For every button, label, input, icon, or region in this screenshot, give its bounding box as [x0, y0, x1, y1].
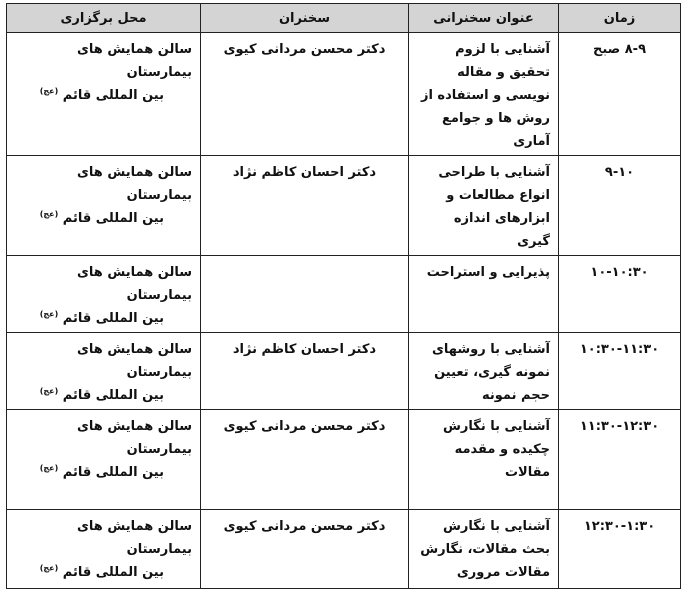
- header-speaker: سخنران: [201, 4, 409, 33]
- venue-cell: [7, 156, 201, 256]
- speaker-cell: دکتر محسن مردانی کیوی: [201, 33, 409, 156]
- venue-cell: [7, 410, 201, 510]
- topic-cell: آشنایی با روشهای نمونه گیری، تعیین حجم نمونه: [409, 333, 559, 410]
- venue-cell: [7, 333, 201, 410]
- venue-sup: (عج): [39, 309, 59, 319]
- speaker-cell: [201, 256, 409, 333]
- venue-name: بین المللی قائم: [62, 311, 164, 326]
- header-row: [7, 4, 681, 33]
- header-venue: محل برگزاری: [7, 4, 201, 33]
- topic-cell: آشنایی با نگارش بحث مقالات، نگارش مقالات مروری: [409, 510, 559, 589]
- venue-name: بین المللی قائم: [62, 465, 164, 480]
- venue-line-2: [15, 461, 192, 484]
- venue-line-1: سالن همایش های بیمارستان: [77, 42, 192, 80]
- venue-cell: [7, 33, 201, 156]
- speaker-cell: دکتر احسان کاظم نژاد: [201, 156, 409, 256]
- venue-line-1: سالن همایش های بیمارستان: [77, 342, 192, 380]
- table-row: [7, 510, 681, 589]
- table-row: [7, 33, 681, 156]
- venue-sup: (عج): [39, 563, 59, 573]
- venue-sup: (عج): [39, 86, 59, 96]
- topic-cell: پذیرایی و استراحت: [409, 256, 559, 333]
- table-row: [7, 410, 681, 510]
- venue-line-2: [15, 207, 192, 230]
- table-row: [7, 333, 681, 410]
- venue-line-2: [15, 384, 192, 407]
- time-cell: ۱۰-۱۰:۳۰: [559, 256, 681, 333]
- venue-line-1: سالن همایش های بیمارستان: [77, 165, 192, 203]
- speaker-cell: دکتر محسن مردانی کیوی: [201, 510, 409, 589]
- venue-line-2: [15, 307, 192, 330]
- time-cell: ۸-۹ صبح: [559, 33, 681, 156]
- venue-cell: [7, 510, 201, 589]
- venue-name: بین المللی قائم: [62, 565, 164, 580]
- venue-line-1: سالن همایش های بیمارستان: [77, 519, 192, 557]
- venue-line-2: [15, 84, 192, 107]
- venue-line-1: سالن همایش های بیمارستان: [77, 419, 192, 457]
- venue-line-2: [15, 561, 192, 584]
- time-cell: ۹-۱۰: [559, 156, 681, 256]
- time-cell: ۱۰:۳۰-۱۱:۳۰: [559, 333, 681, 410]
- schedule-table: [6, 3, 681, 589]
- speaker-cell: دکتر احسان کاظم نژاد: [201, 333, 409, 410]
- venue-cell: [7, 256, 201, 333]
- table-header: [7, 4, 681, 33]
- topic-cell: آشنایی با طراحی انواع مطالعات و ابزارهای اندازه گیری: [409, 156, 559, 256]
- header-time: زمان: [559, 4, 681, 33]
- speaker-cell: دکتر محسن مردانی کیوی: [201, 410, 409, 510]
- table-row: [7, 256, 681, 333]
- table-row: [7, 156, 681, 256]
- table-body: [7, 33, 681, 589]
- venue-sup: (عج): [39, 463, 59, 473]
- venue-sup: (عج): [39, 386, 59, 396]
- venue-name: بین المللی قائم: [62, 388, 164, 403]
- venue-line-1: سالن همایش های بیمارستان: [77, 265, 192, 303]
- topic-cell: آشنایی با نگارش چکیده و مقدمه مقالات: [409, 410, 559, 510]
- time-cell: ۱۲:۳۰-۱:۳۰: [559, 510, 681, 589]
- header-topic: عنوان سخنرانی: [409, 4, 559, 33]
- time-cell: ۱۱:۳۰-۱۲:۳۰: [559, 410, 681, 510]
- venue-sup: (عج): [39, 209, 59, 219]
- topic-cell: آشنایی با لزوم تحقیق و مقاله نویسی و استفاده از روش ها و جوامع آماری: [409, 33, 559, 156]
- venue-name: بین المللی قائم: [62, 211, 164, 226]
- venue-name: بین المللی قائم: [62, 88, 164, 103]
